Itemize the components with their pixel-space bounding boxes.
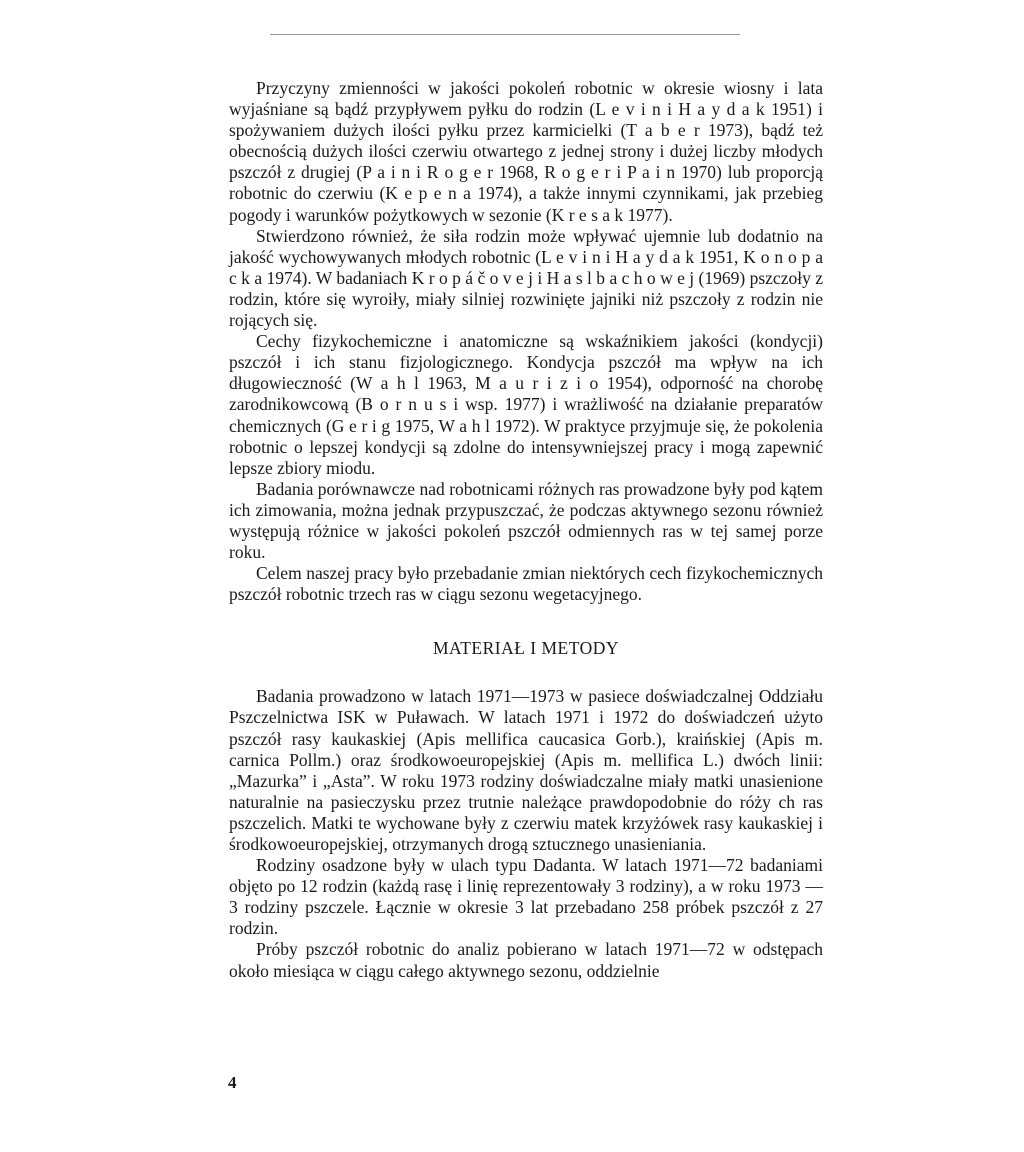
paragraph: Badania prowadzono w latach 1971—1973 w pasiece doświadczalnej Oddziału Pszczelnictwa ISK w Puławach. W latach 1971 i 1972 do doświadczeń użyto pszczół rasy kaukaskiej (Apis mellifica caucasica Gorb.), kraińskiej (Apis m. carnica Pollm.) oraz środkowoeuropejskiej (Apis m. mellifica L.) dwóch linii: „Mazurka” i „Asta”. W roku 1973 rodziny doświadczalne miały matki unasienione naturalnie na pasieczysku przez trutnie należące prawdopodobnie do róży ch ras pszczelich. Matki te wychowane były z czerwiu matek krzyżówek rasy kaukaskiej i środkowoeuropejskiej, otrzymanych drogą sztucznego unasieniania. xyxy=(229,686,823,854)
paragraph: Celem naszej pracy było przebadanie zmian niektórych cech fizykochemicznych pszczół robotnic trzech ras w ciągu sezonu wegetacyjnego. xyxy=(229,563,823,605)
section-heading: MATERIAŁ I METODY xyxy=(432,638,620,659)
paragraph: Rodziny osadzone były w ulach typu Dadanta. W latach 1971—72 badaniami objęto po 12 rodzin (każdą rasę i linię reprezentowały 3 rodziny), a w roku 1973 — 3 rodziny pszczele. Łącznie w okresie 3 lat przebadano 258 próbek pszczół z 27 rodzin. xyxy=(229,855,823,939)
paragraph: Próby pszczół robotnic do analiz pobierano w latach 1971—72 w odstępach około miesiąca w ciągu całego aktywnego sezonu, oddzielnie xyxy=(229,939,823,981)
text-page xyxy=(229,78,823,982)
paragraph: Cechy fizykochemiczne i anatomiczne są wskaźnikiem jakości (kondycji) pszczół i ich stanu fizjologicznego. Kondycja pszczół ma wpływ na ich długowieczność (W a h l 1963, M a u r i z i o 1954), odporność na chorobę zarodnikowcową (B o r n u s i wsp. 1977) i wrażliwość na działanie preparatów chemicznych (G e r i g 1975, W a h l 1972). W praktyce przyjmuje się, że pokolenia robotnic o lepszej kondycji są zdolne do intensywniejszej pracy i mogą zapewnić lepsze zbiory miodu. xyxy=(229,331,823,478)
page-number: 4 xyxy=(228,1073,237,1092)
top-rule xyxy=(270,34,740,35)
paragraph: Badania porównawcze nad robotnicami różnych ras prowadzone były pod kątem ich zimowania, można jednak przypuszczać, że podczas aktywnego sezonu również występują różnice w jakości pokoleń pszczół odmiennych ras w tej samej porze roku. xyxy=(229,478,823,563)
paragraph: Stwierdzono również, że siła rodzin może wpływać ujemnie lub dodatnio na jakość wychowywanych młodych robotnic (L e v i n i H a y d a k 1951, K o n o p a c k a 1974). W badaniach K r o p á č o v e j i H a s l b a c h o w e j (1969) pszczoły z rodzin, które się wyroiły, miały silniej rozwinięte jajniki niż pszczoły z rodzin nie rojących się. xyxy=(229,225,823,331)
paragraph: Przyczyny zmienności w jakości pokoleń robotnic w okresie wiosny i lata wyjaśniane są bądź przypływem pyłku do rodzin (L e v i n i H a y d a k 1951) i spożywaniem dużych ilości pyłku przez karmicielki (T a b e r 1973), bądź też obecnością dużych ilości czerwiu otwartego z jednej strony i dużej liczby młodych pszczół z drugiej (P a i n i R o g e r 1968, R o g e r i P a i n 1970) lub proporcją robotnic do czerwiu (K e p e n a 1974), a także innymi czynnikami, jak przebieg pogody i warunków pożytkowych w sezonie (K r e s a k 1977). xyxy=(229,78,823,225)
